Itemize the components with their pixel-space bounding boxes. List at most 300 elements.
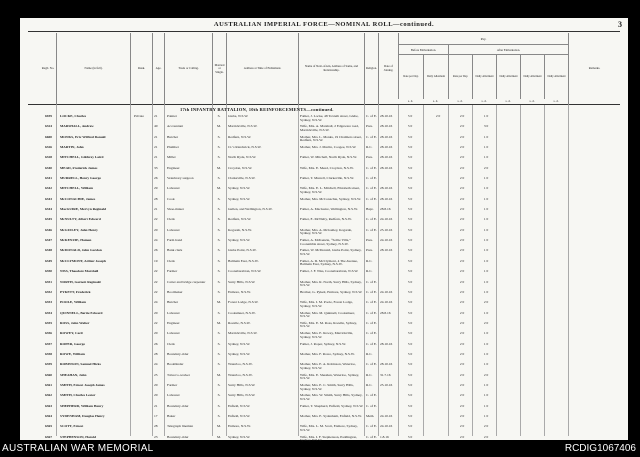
cell-address: Marrickville, N.S.W. [228, 331, 258, 336]
table-row [28, 393, 620, 403]
cell-next-of-kin: Wife, Mrs. L. M. Scott, Enmore, Sydney, N.S.W. [300, 424, 358, 432]
cell-pay-1: 5 0 [407, 238, 413, 243]
cell-soldier-name: SHEAHAN, John [60, 372, 87, 377]
cell-soldier-name: McNULTY, Albert Edward [60, 217, 101, 222]
cell-pay-4: 1 0 [483, 217, 489, 222]
cell-pay-3: 2 0 [459, 217, 465, 222]
cell-pay-4: 1 0 [483, 310, 489, 315]
cell-pay-2: 2 0 [435, 114, 441, 118]
cell-next-of-kin: Father, A. MacGuire, Wellington, N.S.W. [300, 207, 358, 212]
cell-next-of-kin: Mother, Mrs. A. McGuiley, Kogarah, Sydney, N.S.W. [300, 227, 353, 236]
cell-marital-status: S. [217, 413, 221, 418]
cell-pay-3: 2 0 [459, 320, 465, 325]
cell-age: 24 [154, 362, 158, 367]
cell-marital-status: S. [217, 289, 221, 294]
cell-pay-4: 1 0 [483, 362, 489, 367]
cell-date-joining: 28.10.16 [380, 341, 393, 346]
cell-pay-1: 5 0 [407, 279, 413, 284]
cell-date-joining: 28.10.16 [380, 155, 393, 160]
cell-address: Glebe, N.S.W. [228, 114, 249, 118]
cell-trade: Veterinary surgeon [167, 176, 194, 181]
cell-date-joining: 25.10.16 [380, 382, 393, 387]
cell-trade: Boundary-rider [167, 403, 189, 408]
cell-age: 24 [154, 300, 158, 305]
cell-marital-status: S. [217, 331, 221, 336]
table-row [28, 321, 620, 331]
cell-pay-4: 1 0 [483, 289, 489, 294]
cell-pay-3: 2 0 [459, 424, 465, 429]
cell-pay-3: 2 0 [459, 393, 465, 398]
cell-pay-1: 5 0 [407, 331, 413, 336]
cell-soldier-name: ROSS, John Walter [60, 320, 90, 325]
cell-pay-4: 1 0 [483, 176, 489, 181]
cell-soldier-name: ROPER, George [60, 341, 85, 346]
header-religion: Religion. [364, 33, 378, 105]
cell-reg-number: 6324 [45, 124, 52, 129]
table-row [28, 280, 620, 290]
cell-soldier-name: QUINNELL, Bertie Edward [60, 310, 103, 315]
table-row [28, 300, 620, 310]
cell-age: 21 [154, 134, 158, 139]
cell-address: Enfield, N.S.W. [228, 403, 251, 408]
cell-next-of-kin: Wife, Mrs. E. M. Ross, Rozelle, Sydney, N.S.W. [300, 320, 357, 329]
cell-reg-number: 6341 [45, 176, 52, 181]
table-header [28, 33, 620, 105]
cell-soldier-name: LOCKE, Charles [60, 114, 87, 118]
cell-age: 22 [154, 279, 158, 284]
cell-pay-4: 1 0 [483, 155, 489, 160]
cell-reg-number: 6358 [45, 351, 52, 356]
cell-pay-4: 1 0 [483, 238, 489, 243]
cell-religion: C. of E. [366, 279, 377, 284]
cell-next-of-kin: Father, J. F. Niss, Coonabarabran, N.S.W. [300, 269, 359, 274]
cell-reg-number: 6367 [45, 434, 52, 439]
cell-pay-4: 1 0 [483, 207, 489, 212]
cell-trade: Clerk [167, 258, 175, 263]
cell-age: 40 [154, 124, 158, 129]
cell-pay-1: 5 0 [407, 434, 413, 439]
cell-age: 28 [154, 196, 158, 201]
cell-date-joining: 24.10.16 [380, 413, 393, 418]
cell-religion: C. of E. [366, 176, 377, 181]
cell-address: Surry Hills, N.S.W. [228, 393, 256, 398]
cell-next-of-kin: Mother, Mrs. W. Smith, Surry Hills, Sydney, N.S.W. [300, 393, 363, 401]
cell-religion: C. of E. [366, 362, 377, 367]
cell-date-joining: 24.10.16 [380, 289, 393, 294]
cell-trade: Farm hand [167, 238, 183, 243]
table-row [28, 362, 620, 372]
cell-next-of-kin: Father, T. Murrell, Clarkeville, N.S.W. [300, 176, 354, 181]
cell-age: 22 [154, 269, 158, 274]
cell-marital-status: S. [217, 155, 221, 160]
cell-age: 20 [154, 382, 158, 387]
cell-next-of-kin: Father, W. Mitchell, North Ryde, N.S.W. [300, 155, 357, 160]
roll-page [20, 18, 628, 443]
header-date-joining: Date of Joining. [378, 33, 398, 105]
header-pay-group: Pay. [398, 33, 568, 45]
cell-soldier-name: SCOTT, Ernest [60, 424, 84, 429]
table-row [28, 124, 620, 134]
cell-soldier-name: SYDENHAM, Douglas Henry [60, 413, 105, 418]
header-age: Age. [152, 33, 164, 105]
cell-soldier-name: MURRELL, Henry George [60, 176, 101, 181]
cell-age: 19 [154, 258, 158, 263]
cell-pay-1: 5 0 [407, 124, 413, 129]
cell-date-joining: 28.10.16 [380, 196, 393, 201]
unit-label: s. d. [457, 99, 463, 103]
cell-soldier-name: MITCHELL, William [60, 186, 93, 191]
cell-address: Croydon, N.S.W. [228, 165, 253, 170]
cell-next-of-kin: Wife, Mrs. E. Sheahan, Waterloo, Sydney, N.S.W. [300, 372, 360, 381]
cell-address: Sydney, N.S.W. [228, 186, 251, 191]
cell-reg-number: 6344 [45, 207, 52, 212]
cell-reg-number: 6348 [45, 248, 52, 253]
cell-date-joining: 28.8.16 [380, 310, 391, 315]
cell-pay-3: 2 0 [459, 258, 465, 263]
cell-pay-1: 5 0 [407, 258, 413, 263]
cell-trade: Accountant [167, 124, 184, 129]
cell-age: 28 [154, 424, 158, 429]
header-rate-2: Rate per Day. [448, 55, 472, 99]
cell-reg-number: 6359 [45, 362, 52, 367]
table-row [28, 186, 620, 196]
cell-marital-status: S. [217, 227, 221, 232]
cell-trade: Carter and bridge carpenter [167, 279, 206, 284]
cell-address: Enfield, N.S.W. [228, 413, 251, 418]
cell-soldier-name: MONKS, Eric Wilfred Donald [60, 134, 106, 139]
cell-marital-status: S. [217, 341, 221, 346]
cell-trade: Labourer [167, 331, 180, 336]
cell-next-of-kin: Wife, Mrs. E. Mead, Croydon, N.S.W. [300, 165, 354, 170]
cell-soldier-name: ROBINSON, Samuel Hicks [60, 362, 101, 367]
cell-religion: C. of E. [366, 289, 377, 294]
cell-soldier-name: MEAD, Frederick James [60, 165, 98, 170]
cell-next-of-kin: Father, J. Locke, 48 Toxteth street, Glebe, Sydney, N.S.W. [300, 114, 359, 122]
cell-reg-number: 6365 [45, 424, 52, 429]
cell-next-of-kin: Mother, Mrs. F. Rowe, Sydney, N.S.W. [300, 351, 355, 356]
cell-address: North Ryde, N.S.W. [228, 155, 257, 160]
cell-religion: C. of E. [366, 165, 377, 170]
cell-religion: C. of E. [366, 320, 377, 325]
header-allot-2: Daily Allotment [472, 55, 496, 99]
cell-pay-3: 2 0 [459, 165, 465, 170]
cell-marital-status: S. [217, 248, 221, 253]
cell-pay-3: 2 0 [459, 238, 465, 243]
cell-marital-status: S. [217, 196, 221, 201]
header-rank: Rank. [130, 33, 152, 105]
cell-pay-3: 2 0 [459, 289, 465, 294]
cell-next-of-kin: Father, E. McNulty, Redfern, N.S.W. [300, 217, 352, 222]
table-row [28, 414, 620, 424]
cell-pay-3: 2 0 [459, 382, 465, 387]
header-name: Name (in full). [56, 33, 130, 105]
section-title: 17th INFANTRY BATTALION, 10th REINFORCEMENTS—continued. [180, 107, 334, 112]
cell-marital-status: M. [217, 372, 221, 377]
cell-marital-status: S. [217, 217, 221, 222]
cell-pay-3: 2 0 [459, 227, 465, 232]
cell-age: 23 [154, 434, 158, 439]
cell-reg-number: 6355 [45, 320, 52, 325]
cell-address: Sydney, N.S.W. [228, 196, 251, 201]
cell-trade: Labourer [167, 393, 180, 398]
cell-trade: Clerk [167, 341, 175, 346]
cell-pay-4: 2 0 [483, 424, 489, 429]
cell-trade: Farmer [167, 269, 178, 274]
cell-pay-4: 2 0 [483, 434, 489, 439]
table-row [28, 373, 620, 383]
table-row [28, 259, 620, 269]
cell-pay-3: 2 0 [459, 155, 465, 160]
cell-reg-number: 6364 [45, 413, 52, 418]
table-row [28, 114, 620, 124]
cell-date-joining: 28.10.16 [380, 114, 393, 118]
cell-soldier-name: McCLYMONT, Arthur Joseph [60, 258, 106, 263]
cell-pay-4: 1 0 [483, 279, 489, 284]
cell-pay-4: 1 0 [483, 248, 489, 253]
cell-pay-3: 2 0 [459, 310, 465, 315]
footer-institution: AUSTRALIAN WAR MEMORIAL [2, 443, 154, 454]
table-row [28, 155, 620, 165]
cell-soldier-name: McDONALD, John Gordon [60, 248, 102, 253]
cell-reg-number: 6362 [45, 393, 52, 398]
cell-age: 26 [154, 176, 158, 181]
cell-pay-3: 2 0 [459, 279, 465, 284]
cell-pay-1: 5 0 [407, 424, 413, 429]
header-trade: Trade or Calling. [164, 33, 212, 105]
cell-pay-4: 1 0 [483, 196, 489, 201]
cell-pay-1: 5 0 [407, 207, 413, 212]
cell-trade: Painter [167, 114, 177, 118]
table-row [28, 311, 620, 321]
cell-soldier-name: MARTIN, John [60, 145, 84, 150]
header-pay-before: Before Embarkation. [398, 45, 448, 55]
cell-next-of-kin: Wife, Mrs. E. L. Mitchell, Elizabeth street, Sydney, N.S.W. [300, 186, 360, 194]
cell-address: Ct.’s Randwick, N.S.W. [228, 145, 262, 150]
cell-next-of-kin: Mother, Mrs. E. C. Smith, Surry Hills, Sydney, N.S.W. [300, 382, 354, 391]
cell-next-of-kin: Mother, Mrs. J. Martin, Coogee, N.S.W. [300, 145, 357, 150]
cell-pay-1: 5 0 [407, 114, 413, 118]
cell-marital-status: S. [217, 279, 221, 284]
table-row [28, 217, 620, 227]
cell-religion: Pres. [366, 248, 373, 253]
cell-pay-1: 5 0 [407, 310, 413, 315]
cell-age: 22 [154, 217, 158, 222]
cell-religion: C. of E. [366, 114, 377, 118]
cell-soldier-name: SMITH, Ernest Joseph James [60, 382, 105, 387]
cell-marital-status: S. [217, 362, 221, 367]
cell-religion: R.C. [366, 258, 373, 263]
cell-religion: Meth. [366, 413, 375, 418]
table-row [28, 269, 620, 279]
page-title: AUSTRALIAN IMPERIAL FORCE—NOMINAL ROLL—continued. [213, 21, 435, 28]
cell-soldier-name: SMITH, Charles Lester [60, 393, 96, 398]
cell-pay-4: 1 0 [483, 269, 489, 274]
cell-next-of-kin: Wife, Mrs. I. F. Stephenson, Paddington, Sydney, N.S.W. [300, 434, 358, 443]
cell-address: Surry Hills, N.S.W. [228, 382, 256, 387]
cell-trade: Labourer [167, 310, 180, 315]
cell-pay-4: 1 0 [483, 393, 489, 398]
cell-religion: C. of E. [366, 393, 377, 398]
cell-next-of-kin: Brother, G. Pykett, Enmore, Sydney, N.S.W. [300, 289, 363, 294]
cell-pay-1: 5 0 [407, 300, 413, 305]
cell-pay-3: 2 0 [459, 248, 465, 253]
cell-reg-number: 6361 [45, 382, 52, 387]
header-remarks: Remarks. [568, 33, 620, 105]
table-row [28, 145, 620, 155]
cell-age: 20 [154, 393, 158, 398]
cell-trade: Engineer [167, 165, 180, 170]
cell-pay-4: 1 0 [483, 331, 489, 336]
cell-address: Sydney, N.S.W. [228, 434, 251, 439]
cell-marital-status: S. [217, 403, 221, 408]
cell-marital-status: M. [217, 186, 221, 191]
cell-soldier-name: MITCHELL, Gilchrey Laird [60, 155, 104, 160]
cell-trade: Shoe-maker [167, 207, 184, 212]
cell-address: Enmore, N.S.W. [228, 424, 251, 429]
cell-reg-number: 6351 [45, 279, 52, 284]
cell-date-joining: 28.10.16 [380, 186, 393, 191]
cell-pay-1: 5 0 [407, 165, 413, 170]
cell-trade: Telegraph lineman [167, 424, 194, 429]
cell-religion: C. of E. [366, 134, 377, 139]
cell-reg-number: 6346 [45, 227, 52, 232]
cell-age: 20 [154, 227, 158, 232]
cell-reg-number: 6347 [45, 238, 52, 243]
cell-next-of-kin: Mother, Mrs. E. Sydenham, Enfield, N.S.W. [300, 413, 362, 418]
table-row [28, 404, 620, 414]
cell-religion: C. of E. [366, 434, 377, 439]
cell-soldier-name: SHEPHERD, William Henry [60, 403, 104, 408]
cell-marital-status: M. [217, 165, 221, 170]
cell-pay-3: 2 0 [459, 362, 465, 367]
cell-pay-3: 2 0 [459, 196, 465, 201]
table-row [28, 228, 620, 238]
cell-pay-1: 5 0 [407, 227, 413, 232]
cell-soldier-name: POOLE, William [60, 300, 86, 305]
header-reg-no: Regtl. No. [41, 66, 55, 71]
cell-soldier-name: PYKETT, Frederick [60, 289, 91, 294]
cell-date-joining: 28.10.16 [380, 124, 393, 129]
cell-pay-3: 2 0 [459, 413, 465, 418]
cell-address: Sydney, N.S.W. [228, 341, 251, 346]
cell-date-joining: 24.10.16 [380, 238, 393, 243]
cell-pay-3: 2 0 [459, 331, 465, 336]
cell-reg-number: 6357 [45, 341, 52, 346]
cell-pay-4: 1 0 [483, 351, 489, 356]
cell-date-joining: 31.7.16 [380, 372, 391, 377]
cell-pay-4: 1 0 [483, 227, 489, 232]
footer-record-id: RCDIG1067406 [564, 443, 636, 454]
cell-reg-number: 6939 [45, 114, 52, 118]
cell-trade: Bootmaker [167, 289, 183, 294]
cell-religion: R.C. [366, 145, 373, 150]
table-row [28, 135, 620, 145]
cell-religion: R.C. [366, 269, 373, 274]
header-next-of-kin: Name of Next-of-kin, Address of Same, and Relationship. [298, 33, 364, 105]
cell-age: 24 [154, 238, 158, 243]
cell-trade: Butcher [167, 300, 179, 305]
cell-soldier-name: MARSHALL, Andrew [60, 124, 94, 129]
cell-next-of-kin: Mother, Mrs. R. North, Surry Hills, Sydney, N.S.W. [300, 279, 362, 288]
cell-age: 21 [154, 145, 158, 150]
header-address: Address at Time of Enlistment. [226, 33, 298, 105]
cell-religion: R.C. [366, 351, 373, 356]
unit-label: s. d. [529, 99, 535, 103]
cell-age: 22 [154, 289, 158, 294]
cell-address: Glebe Point, N.S.W. [228, 248, 257, 253]
cell-pay-1: 5 0 [407, 186, 413, 191]
header-allot-3: Daily Allotment [496, 55, 520, 99]
cell-pay-4: 1 0 [483, 258, 489, 263]
cell-pay-4: 1 0 [483, 382, 489, 387]
cell-reg-number: 6356 [45, 331, 52, 336]
cell-reg-number: 6345 [45, 217, 52, 222]
cell-religion: Pres. [366, 155, 373, 160]
cell-soldier-name: NORTH, Garnett Reginald [60, 279, 101, 284]
header-married: Married or Single. [212, 33, 226, 105]
cell-soldier-name: McGUILEY, John Henry [60, 227, 98, 232]
table-row [28, 290, 620, 300]
cell-age: 33 [154, 165, 158, 170]
cell-soldier-name: MacGUIRE, Mervyn Reginald [60, 207, 106, 212]
cell-trade: Farmer [167, 382, 178, 387]
cell-trade: Baker [167, 413, 176, 418]
unit-label: s. d. [408, 99, 413, 103]
table-row [28, 197, 620, 207]
cell-address: Surry Hills, N.S.W. [228, 279, 256, 284]
cell-pay-3: 2 0 [459, 300, 465, 305]
cell-next-of-kin: Wife, Mrs. A. Marshall, 2 Edgeware road, Marrickville, N.S.W. [300, 124, 359, 132]
cell-address: Redfern, N.S.W. [228, 134, 252, 139]
cell-address: Balmain East, N.S.W. [228, 258, 259, 263]
cell-pay-1: 5 0 [407, 372, 413, 377]
cell-pay-1: 5 0 [407, 134, 413, 139]
cell-date-joining: 24.10.16 [380, 217, 393, 222]
cell-reg-number: 6363 [45, 403, 52, 408]
cell-religion: Bapt. [366, 207, 374, 212]
cell-religion: C. of E. [366, 424, 377, 429]
cell-next-of-kin: Father, J. Roper, Sydney, N.S.W. [300, 341, 346, 346]
cell-reg-number: 6326 [45, 145, 52, 150]
cell-pay-4: 1 0 [483, 145, 489, 150]
cell-date-joining: 28.10.16 [380, 248, 393, 253]
cell-pay-4: 1 0 [483, 186, 489, 191]
cell-marital-status: M. [217, 424, 221, 429]
unit-label: s. d. [505, 99, 511, 103]
cell-pay-3: 2 0 [459, 434, 465, 439]
cell-age: 21 [154, 114, 158, 118]
cell-age: 21 [154, 207, 158, 212]
cell-next-of-kin: Mother, Mrs. E. Rowey, Marrickville, Sydney, N.S.W. [300, 331, 353, 339]
cell-marital-status: S. [217, 258, 221, 263]
cell-pay-4: 1 0 [483, 134, 489, 139]
cell-address: Coonabarabran, N.S.W. [228, 269, 262, 274]
cell-marital-status: M. [217, 300, 221, 305]
cell-rank: Private [134, 114, 144, 118]
cell-age: 26 [154, 341, 158, 346]
cell-reg-number: 6353 [45, 300, 52, 305]
cell-pay-1: 5 0 [407, 155, 413, 160]
cell-age: 17 [154, 413, 158, 418]
unit-label: s. d. [433, 99, 438, 103]
cell-age: 28 [154, 351, 158, 356]
cell-trade: Cook [167, 196, 175, 201]
cell-pay-1: 5 0 [407, 176, 413, 181]
cell-address: Kogarah, N.S.W. [228, 227, 252, 232]
cell-marital-status: S. [217, 114, 221, 118]
cell-pay-1: 5 0 [407, 248, 413, 253]
table-row [28, 352, 620, 362]
